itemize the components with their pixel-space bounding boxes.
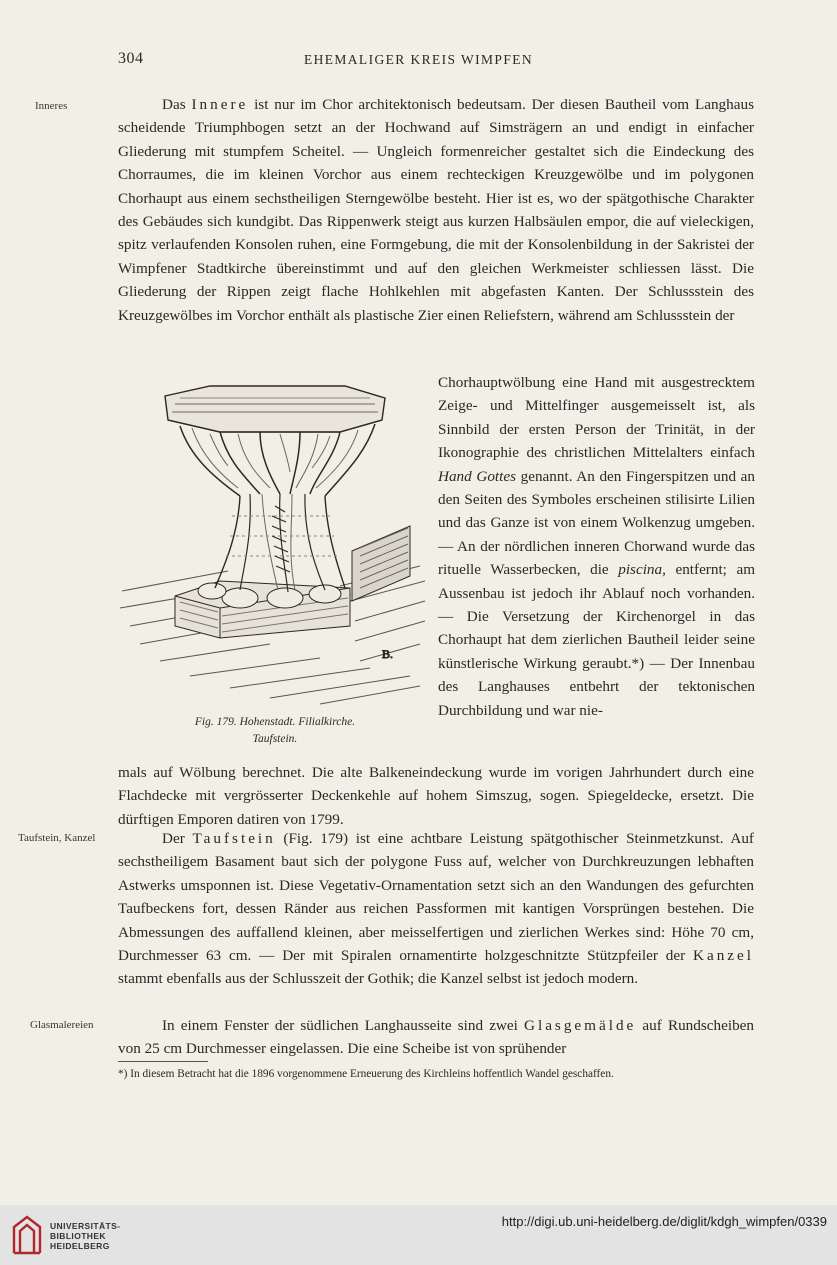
- para4-spaced: Glasgemälde: [524, 1017, 637, 1034]
- paragraph-continuation: mals auf Wölbung berechnet. Die alte Balkeneindeckung wurde im vorigen Jahrhundert durch eine Flachdecke mit vergrösserter Deckenkehle auf hohem Simszug, sogen. Spiegeldecke, ersetzt. Die dürftigen Emporen datiren von 1799.: [118, 764, 754, 828]
- margin-note-taufstein: Taufstein, Kanzel: [18, 832, 96, 844]
- page-header: [0, 50, 837, 72]
- paragraph-glasgemaelde: [118, 1014, 754, 1061]
- column-italic-piscina: piscina,: [618, 561, 666, 579]
- para1-lead: Das: [162, 96, 192, 113]
- figure-caption-line1: Fig. 179. Hohenstadt. Filialkirche.: [194, 716, 356, 728]
- margin-note-inneres: Inneres: [35, 100, 68, 112]
- para3-text-2: stammt ebenfalls aus der Schlusszeit der Gothik; die Kanzel selbst ist jedoch modern.: [118, 970, 639, 988]
- margin-note-glasmalereien: Glasmalereien: [30, 1019, 94, 1031]
- university-library-logo-icon[interactable]: [10, 1213, 44, 1257]
- figure-taufstein: [120, 376, 430, 761]
- paragraph-inneres: [118, 93, 754, 327]
- column-text-beside-figure: [438, 371, 755, 722]
- column-text-2: genannt. An den Fingerspitzen und an den Seiten des Symboles erscheinen stilisirte Lilien und das Ganze ist von einem Wolkenzug umgeben. — An der nördlichen inneren Chorwand wurde das rituelle Wasserbecken, die: [438, 467, 755, 579]
- library-name-line2: BIBLIOTHEK: [50, 1231, 106, 1241]
- permalink-url[interactable]: http://digi.ub.uni-heidelberg.de/diglit/kdgh_wimpfen/0339: [501, 1214, 827, 1229]
- figure-caption: [120, 714, 430, 748]
- paragraph-taufstein: [118, 827, 754, 991]
- para3-lead: Der: [162, 830, 193, 847]
- page-number: 304: [118, 50, 144, 67]
- para3-text-1: (Fig. 179) ist eine achtbare Leistung spätgothischer Steinmetzkunst. Auf sechstheiligem Basament baut sich der polygone Fuss auf, welcher von Durchkreuzungen lebhaften Astwerks umsponnen ist. Diese Vegetativ-Ornamentation setzt sich an den Wandungen des gefurchten Taufbeckens fort, dessen Ränder aus reichen Passformen mit kantigen Vorsprüngen bestehen. Die Abmessungen des auffallend kleinen, aber meisselfertigen und zierlichen Werkes sind: Höhe 70 cm, Durchmesser 63 cm. — Der mit Spiralen ornamentirte holzgeschnitzte Stützpfeiler der: [118, 830, 754, 965]
- para1-text: ist nur im Chor architektonisch bedeutsam. Der diesen Bautheil vom Langhaus scheidende Triumphbogen setzt an der Hochwand auf Simsträgern an und endigt in einfacher Gliederung mit stumpfem Scheitel. — Ungleich formenreicher gestaltet sich die Eindeckung des Chorraumes, die im kleinen Vorchor aus einem rechteckigen Kreuzgewölbe und im polygonen Chorhaupt aus einem sechstheiligen Sterngewölbe besteht. Hier ist es, wo der spätgothische Charakter des Gebäudes sich kundgibt. Das Rippenwerk steigt aus kurzen Halbsäulen empor, die auf vieleckigen, spitz verlaufenden Konsolen ruhen, eine Formgebung, die mit der Konsolenbildung in der Sakristei der Wimpfener Stadtkirche übereinstimmt und auf den gleichen Werkmeister schliessen lässt. Die Gliederung der Rippen zeigt flache Hohlkehlen mit abgefasten Kanten. Der Schlussstein des Kreuzgewölbes im Vorchor enthält als plastische Zier einen Reliefstern, während am Schlussstein der: [118, 96, 754, 324]
- para4-text: auf Rundscheiben von 25 cm Durchmesser eingelassen. Die eine Scheibe ist von sprühender: [118, 1017, 754, 1058]
- footnote: *) In diesem Betracht hat die 1896 vorgenommene Erneuerung des Kirchleins hoffentlich Wandel geschaffen.: [118, 1068, 614, 1080]
- para1-spaced: Innere: [191, 96, 249, 113]
- para3-spaced-kanzel: Kanzel: [692, 947, 754, 965]
- column-text-3: entfernt; am Aussenbau ist jedoch ihr Ablauf noch vorhanden. — Die Versetzung der Kirchenorgel in das Chorhaupt hat dem zierlichen Bautheil leider seine künstlerische Wirkung geraubt.*) — Der Innenbau des Langhauses entbehrt der tektonischen Durchbildung und war nie-: [438, 561, 756, 719]
- running-head: EHEMALIGER KREIS WIMPFEN: [303, 52, 534, 67]
- footnote-rule: [118, 1061, 208, 1062]
- para4-lead: In einem Fenster der südlichen Langhausseite sind zwei: [162, 1017, 524, 1034]
- library-name-line1: UNIVERSITÄTS-: [50, 1221, 121, 1231]
- para3-spaced: Taufstein: [192, 830, 276, 847]
- column-text-1: Chorhauptwölbung eine Hand mit ausgestrecktem Zeige- und Mittelfinger ausgemeisselt ist, als Sinnbild der ersten Person der Trinität, in der Ikonographie des christlichen Mittelalters einfach: [438, 374, 755, 462]
- library-name-line3: HEIDELBERG: [50, 1241, 110, 1251]
- baptismal-font-illustration: [120, 376, 430, 711]
- artist-monogram: B.: [382, 647, 394, 661]
- column-italic-hand-gottes: Hand Gottes: [438, 467, 517, 485]
- library-name[interactable]: [50, 1221, 120, 1251]
- figure-caption-line2: Taufstein.: [252, 733, 298, 745]
